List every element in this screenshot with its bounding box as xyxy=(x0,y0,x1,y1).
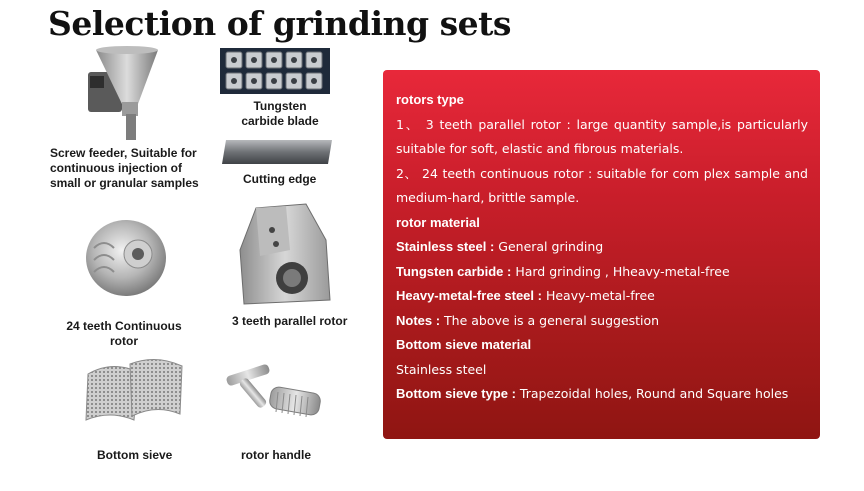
rotor-type-1: 1、 3 teeth parallel rotor : large quantity sample,is particularly suitable for soft, elastic and fibrous materials. xyxy=(396,116,808,156)
notes-key: Notes : xyxy=(396,312,441,328)
cutting-edge-image xyxy=(222,138,334,166)
continuous-rotor-image xyxy=(80,210,172,302)
parallel-rotor-caption: 3 teeth parallel rotor xyxy=(232,314,348,328)
screw-feeder-caption: Screw feeder, Suitable for continuous injection of small or granular samples xyxy=(50,146,199,190)
continuous-rotor-caption: 24 teeth Continuous rotor xyxy=(66,319,182,348)
sieve-type xyxy=(396,382,808,407)
tungsten-blade-caption: Tungsten carbide blade xyxy=(241,99,319,128)
material-heavy-metal-free-value: Heavy-metal-free xyxy=(545,288,655,303)
screw-feeder-image xyxy=(82,44,164,144)
bottom-sieve-image xyxy=(82,354,188,428)
notes xyxy=(396,309,808,334)
material-tungsten-value: Hard grinding , Hheavy-metal-free xyxy=(515,263,730,279)
material-stainless xyxy=(396,235,808,260)
rotor-material-heading: rotor material xyxy=(396,214,480,230)
material-heavy-metal-free xyxy=(396,284,808,309)
material-stainless-key: Stainless steel : xyxy=(396,239,495,254)
bottom-sieve-caption: Bottom sieve xyxy=(97,448,173,462)
cutting-edge-caption: Cutting edge xyxy=(243,172,317,186)
sieve-type-value: Trapezoidal holes, Round and Square holes xyxy=(519,386,789,401)
rotors-type-heading: rotors type xyxy=(396,92,464,107)
sieve-material-heading: Bottom sieve material xyxy=(396,337,532,352)
info-panel xyxy=(383,70,820,439)
sieve-type-key: Bottom sieve type : xyxy=(396,386,516,401)
sieve-material: Stainless steel xyxy=(396,361,487,377)
page-title: Selection of grinding sets xyxy=(48,4,511,43)
rotor-handle-caption: rotor handle xyxy=(241,448,312,462)
rotor-type-2: 2、 24 teeth continuous rotor : suitable for com plex sample and medium-hard, brittle sample. xyxy=(396,165,808,205)
tungsten-blade-image xyxy=(220,48,330,94)
rotor-handle-image xyxy=(218,356,326,430)
material-heavy-metal-free-key: Heavy-metal-free steel : xyxy=(396,288,542,303)
parallel-rotor-image xyxy=(226,200,340,308)
notes-value: The above is a general suggestion xyxy=(444,312,660,328)
material-tungsten-key: Tungsten carbide : xyxy=(396,263,512,279)
material-tungsten xyxy=(396,260,808,285)
material-stainless-value: General grinding xyxy=(498,239,604,254)
